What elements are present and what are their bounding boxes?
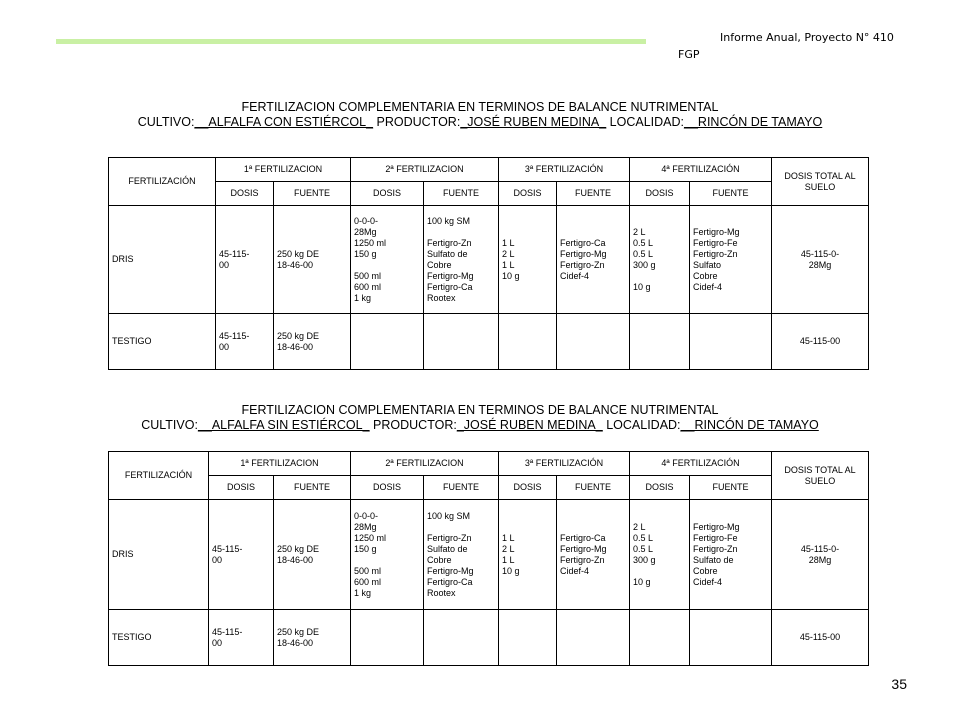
table-cell: 45-115- 00 [209,500,274,610]
subheader-fuente: FUENTE [424,182,499,206]
section-2-title-block [0,403,960,433]
header-group-2: 2ª FERTILIZACION [351,452,499,476]
table-cell: 250 kg DE 18-46-00 [274,314,351,370]
localidad-value: __RINCÓN DE TAMAYO [684,115,823,129]
header-fertilizacion: FERTILIZACIÓN [109,158,216,206]
section-1-title-block [0,100,960,130]
table-cell: 45-115- 00 [216,314,274,370]
table-cell: 1 L 2 L 1 L 10 g [499,206,557,314]
table-cell [351,610,424,666]
row-label: TESTIGO [109,314,216,370]
subheader-dosis: DOSIS [630,182,690,206]
section-2-subtitle [0,418,960,433]
header-group-1: 1ª FERTILIZACION [209,452,351,476]
subheader-fuente: FUENTE [557,182,630,206]
subheader-fuente: FUENTE [424,476,499,500]
subheader-dosis: DOSIS [499,182,557,206]
subheader-fuente: FUENTE [690,182,772,206]
fertilization-table-1 [108,157,869,370]
table-cell: Fertigro-Mg Fertigro-Fe Fertigro-Zn Sulfato Cobre Cidef-4 [690,206,772,314]
table-cell [557,314,630,370]
total-cell: 45-115-00 [772,610,869,666]
table-cell [690,314,772,370]
table-cell: Fertigro-Mg Fertigro-Fe Fertigro-Zn Sulfato de Cobre Cidef-4 [690,500,772,610]
productor-label: PRODUCTOR: [376,115,461,129]
table-cell [630,610,690,666]
cultivo-label: CULTIVO: [137,115,195,129]
header-group-1: 1ª FERTILIZACION [216,158,351,182]
report-title: Informe Anual, Proyecto N° 410 [720,31,894,44]
section-2-title: FERTILIZACION COMPLEMENTARIA EN TERMINOS DE BALANCE NUTRIMENTAL [241,403,719,417]
cultivo-value: __ALFALFA CON ESTIÉRCOL_ [194,115,374,129]
table-cell: 100 kg SM Fertigro-Zn Sulfato de Cobre Fertigro-Mg Fertigro-Ca Rootex [424,206,499,314]
header-dosis-total: DOSIS TOTAL AL SUELO [772,158,869,206]
table-cell: 45-115- 00 [216,206,274,314]
productor-value: _JOSÉ RUBEN MEDINA_ [456,418,603,432]
row-label: DRIS [109,206,216,314]
total-cell: 45-115-0- 28Mg [772,206,869,314]
table-cell [690,610,772,666]
table-cell: 100 kg SM Fertigro-Zn Sulfato de Cobre Fertigro-Mg Fertigro-Ca Rootex [424,500,499,610]
table-cell: 2 L 0.5 L 0.5 L 300 g 10 g [630,500,690,610]
header-group-4: 4ª FERTILIZACIÓN [630,158,772,182]
table-cell [424,314,499,370]
table-cell: 45-115- 00 [209,610,274,666]
page-number: 35 [891,676,907,692]
subheader-dosis: DOSIS [209,476,274,500]
table-cell: 250 kg DE 18-46-00 [274,610,351,666]
header-green-rule [56,39,646,44]
section-1-subtitle [0,115,960,130]
row-label: DRIS [109,500,209,610]
header-group-2: 2ª FERTILIZACION [351,158,499,182]
table-cell: Fertigro-Ca Fertigro-Mg Fertigro-Zn Cidef-4 [557,206,630,314]
org-label: FGP [678,48,700,61]
table-cell: 250 kg DE 18-46-00 [274,206,351,314]
subheader-fuente: FUENTE [690,476,772,500]
subheader-fuente: FUENTE [557,476,630,500]
productor-label: PRODUCTOR: [373,418,457,432]
fertilization-table-2 [108,451,869,666]
productor-value: _JOSÉ RUBEN MEDINA_ [460,115,607,129]
table-cell: 2 L 0.5 L 0.5 L 300 g 10 g [630,206,690,314]
localidad-label: LOCALIDAD: [606,418,681,432]
table-cell [499,610,557,666]
table-cell [557,610,630,666]
subheader-dosis: DOSIS [351,476,424,500]
table-cell [351,314,424,370]
cultivo-label: CULTIVO: [141,418,198,432]
section-1-title: FERTILIZACION COMPLEMENTARIA EN TERMINOS DE BALANCE NUTRIMENTAL [241,100,719,114]
subheader-dosis: DOSIS [499,476,557,500]
subheader-fuente: FUENTE [274,182,351,206]
table-cell [630,314,690,370]
localidad-label: LOCALIDAD: [609,115,685,129]
header-dosis-total: DOSIS TOTAL AL SUELO [772,452,869,500]
subheader-dosis: DOSIS [630,476,690,500]
subheader-dosis: DOSIS [351,182,424,206]
total-cell: 45-115-0- 28Mg [772,500,869,610]
total-cell: 45-115-00 [772,314,869,370]
table-cell: Fertigro-Ca Fertigro-Mg Fertigro-Zn Cidef-4 [557,500,630,610]
table-cell [499,314,557,370]
table-cell: 0-0-0- 28Mg 1250 ml 150 g 500 ml 600 ml 1 kg [351,206,424,314]
header-group-3: 3ª FERTILIZACIÓN [499,452,630,476]
subheader-fuente: FUENTE [274,476,351,500]
table-row-testigo [109,610,869,666]
table-row-dris [109,500,869,610]
header-group-4: 4ª FERTILIZACIÓN [630,452,772,476]
header-fertilizacion: FERTILIZACIÓN [109,452,209,500]
table-cell [424,610,499,666]
table-cell: 250 kg DE 18-46-00 [274,500,351,610]
localidad-value: __RINCÓN DE TAMAYO [680,418,819,432]
table-cell: 1 L 2 L 1 L 10 g [499,500,557,610]
cultivo-value: __ALFALFA SIN ESTIÉRCOL_ [197,418,370,432]
table-cell: 0-0-0- 28Mg 1250 ml 150 g 500 ml 600 ml 1 kg [351,500,424,610]
subheader-dosis: DOSIS [216,182,274,206]
table-row-dris [109,206,869,314]
header-group-3: 3ª FERTILIZACIÓN [499,158,630,182]
table-row-testigo [109,314,869,370]
row-label: TESTIGO [109,610,209,666]
